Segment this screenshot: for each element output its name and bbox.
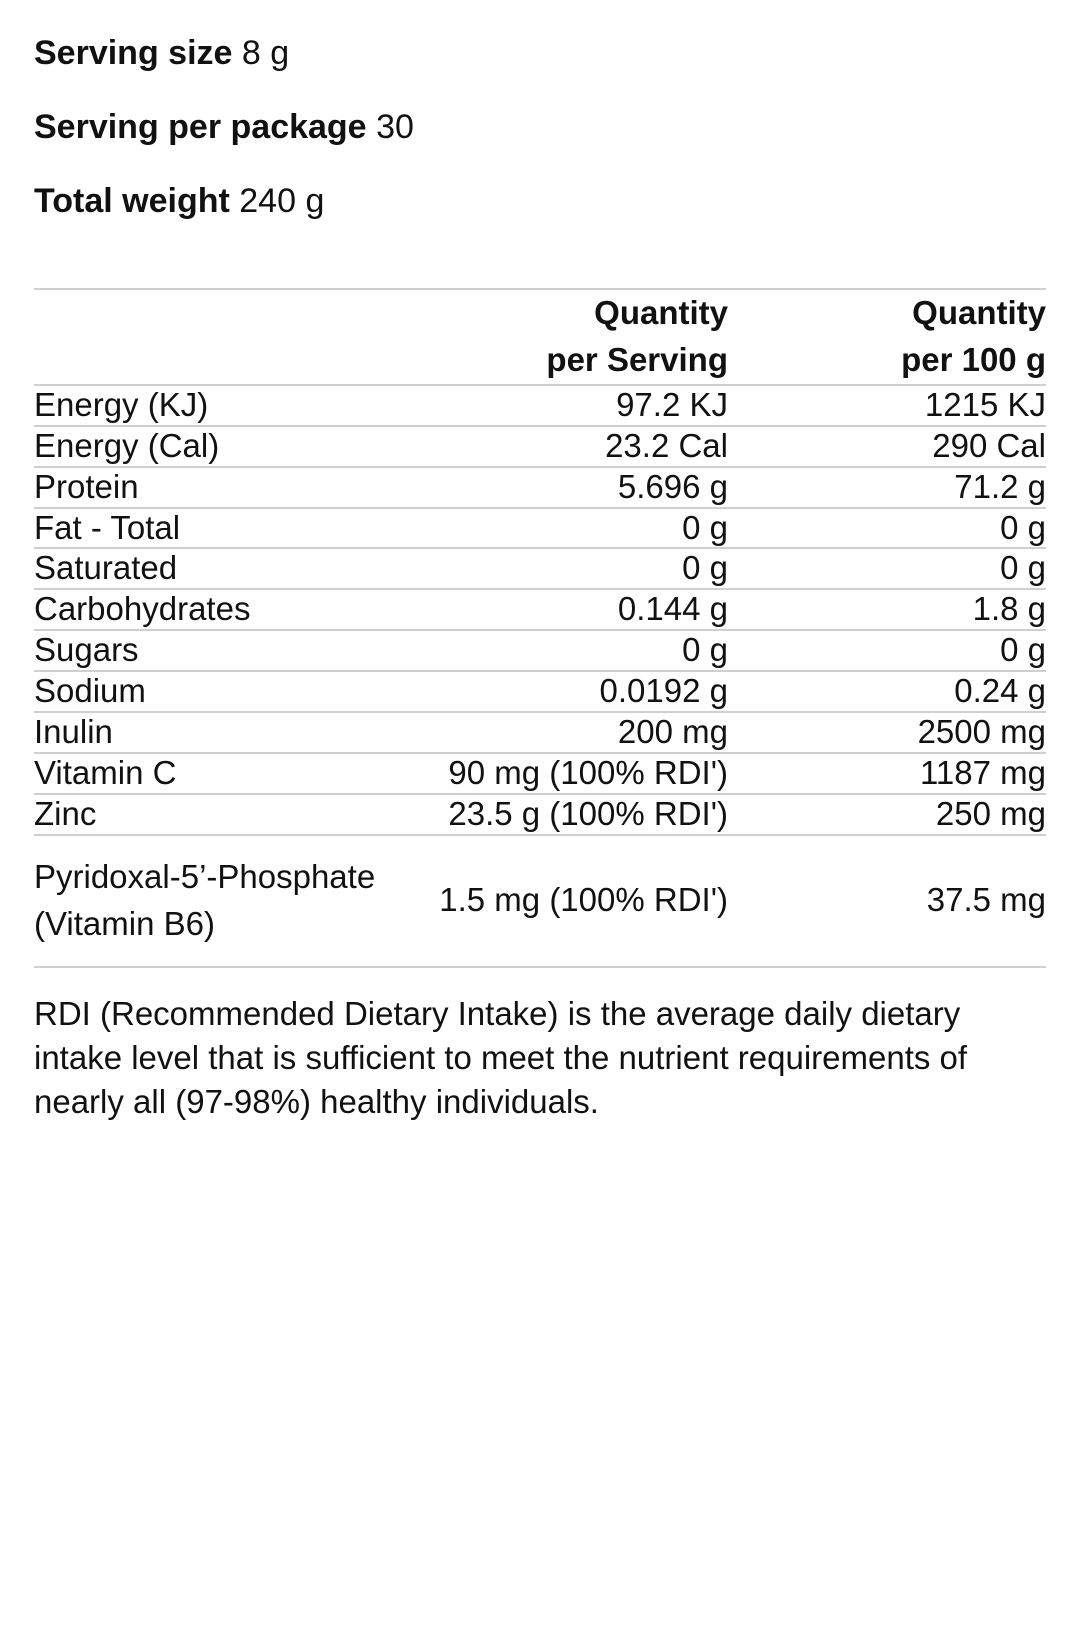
table-row <box>34 630 1046 671</box>
row-per-100g: 37.5 mg <box>728 835 1046 967</box>
row-nutrient-name: Sodium <box>34 671 380 712</box>
row-per-serving: 23.5 g (100% RDI') <box>380 794 728 835</box>
row-per-100g: 0.24 g <box>728 671 1046 712</box>
summary-label: Serving per package <box>34 108 367 146</box>
row-per-serving: 200 mg <box>380 712 728 753</box>
row-nutrient-name: Energy (Cal) <box>34 426 380 467</box>
summary-row-serving-per-package <box>34 110 1046 144</box>
table-row <box>34 426 1046 467</box>
header-nutrient <box>34 289 380 385</box>
table-row <box>34 467 1046 508</box>
row-nutrient-name: Zinc <box>34 794 380 835</box>
row-per-100g: 0 g <box>728 548 1046 589</box>
header-per-serving-line2: per Serving <box>546 340 728 378</box>
table-row <box>34 671 1046 712</box>
nutrition-table <box>34 288 1046 968</box>
summary-value: 8 g <box>241 34 290 72</box>
table-row <box>34 508 1046 549</box>
row-per-100g: 1.8 g <box>728 589 1046 630</box>
header-per-100g-line1: Quantity <box>912 294 1046 331</box>
row-nutrient-name: Fat - Total <box>34 508 380 549</box>
table-row <box>34 548 1046 589</box>
serving-summary <box>34 36 1046 218</box>
row-nutrient-name: Protein <box>34 467 380 508</box>
row-nutrient-name: Inulin <box>34 712 380 753</box>
row-per-100g: 0 g <box>728 630 1046 671</box>
table-row <box>34 712 1046 753</box>
table-row <box>34 385 1046 426</box>
table-body <box>34 385 1046 967</box>
row-per-serving: 0 g <box>380 548 728 589</box>
row-nutrient-name: Saturated <box>34 548 380 589</box>
row-per-100g: 0 g <box>728 508 1046 549</box>
header-per-serving <box>380 289 728 385</box>
table-header-row <box>34 289 1046 385</box>
row-nutrient-name: Energy (KJ) <box>34 385 380 426</box>
row-per-serving: 0.0192 g <box>380 671 728 712</box>
row-per-100g: 250 mg <box>728 794 1046 835</box>
row-per-100g: 71.2 g <box>728 467 1046 508</box>
table-row <box>34 835 1046 967</box>
row-per-serving: 97.2 KJ <box>380 385 728 426</box>
header-per-100g-line2: per 100 g <box>901 340 1046 378</box>
row-per-serving: 23.2 Cal <box>380 426 728 467</box>
row-nutrient-name: Pyridoxal-5’-Phosphate (Vitamin B6) <box>34 835 380 967</box>
summary-label: Total weight <box>34 182 230 220</box>
table-row <box>34 753 1046 794</box>
row-per-serving: 1.5 mg (100% RDI') <box>380 835 728 967</box>
row-nutrient-name: Sugars <box>34 630 380 671</box>
table-row <box>34 794 1046 835</box>
row-nutrient-name: Vitamin C <box>34 753 380 794</box>
summary-row-serving-size <box>34 36 1046 70</box>
row-per-100g: 1215 KJ <box>728 385 1046 426</box>
row-per-serving: 0.144 g <box>380 589 728 630</box>
summary-label: Serving size <box>34 34 233 72</box>
summary-value: 240 g <box>239 182 325 220</box>
row-per-100g: 2500 mg <box>728 712 1046 753</box>
row-per-100g: 290 Cal <box>728 426 1046 467</box>
row-per-serving: 0 g <box>380 630 728 671</box>
summary-row-total-weight <box>34 184 1046 218</box>
row-per-serving: 0 g <box>380 508 728 549</box>
summary-value: 30 <box>376 108 414 146</box>
header-per-serving-line1: Quantity <box>594 294 728 331</box>
row-per-100g: 1187 mg <box>728 753 1046 794</box>
header-per-100g <box>728 289 1046 385</box>
row-nutrient-name: Carbohydrates <box>34 589 380 630</box>
rdi-footnote: RDI (Recommended Dietary Intake) is the average daily dietary intake level that is sufficient to meet the nutrient requirements of nearly all (97-98%) healthy individuals. <box>34 994 968 1121</box>
row-per-serving: 5.696 g <box>380 467 728 508</box>
table-row <box>34 589 1046 630</box>
table-header <box>34 289 1046 385</box>
row-per-serving: 90 mg (100% RDI') <box>380 753 728 794</box>
